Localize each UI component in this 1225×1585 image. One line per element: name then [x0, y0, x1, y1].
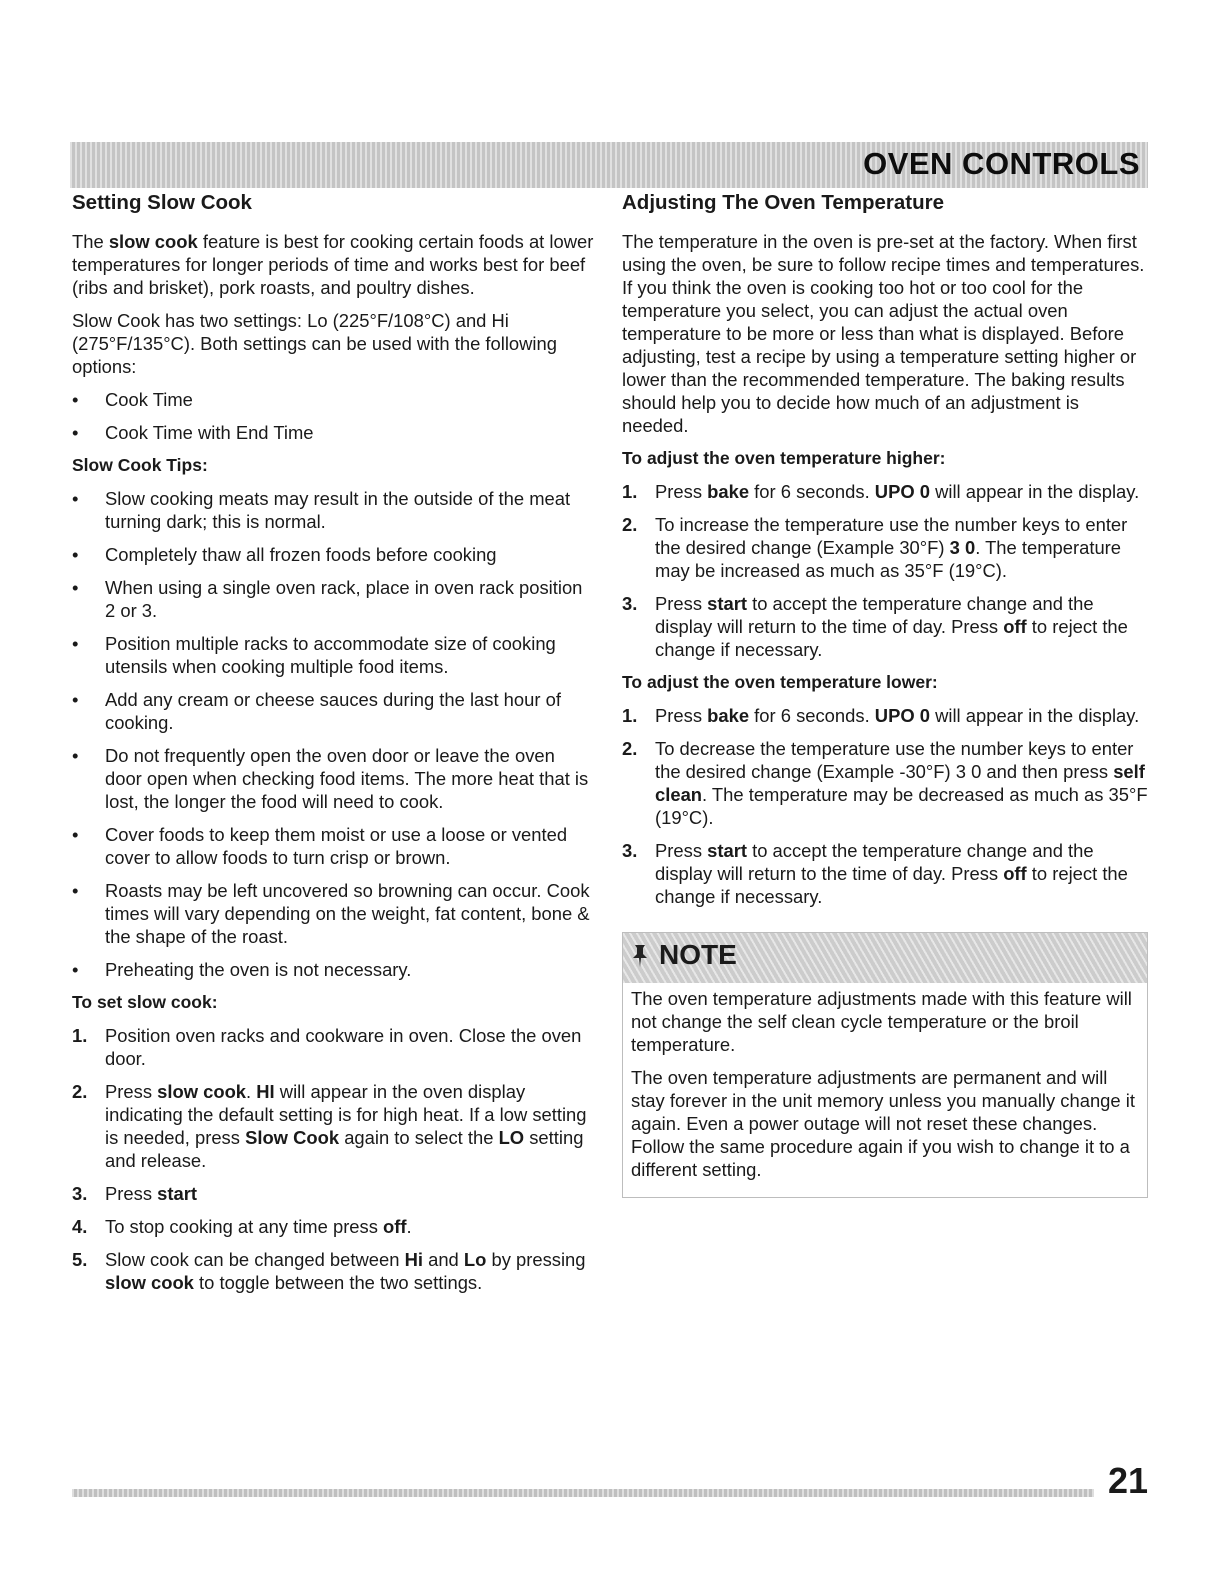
bullet-item: • Cover foods to keep them moist or use a loose or vented cover to allow foods to turn crisp or brown. [72, 824, 568, 868]
bullet-item: • Add any cream or cheese sauces during the last hour of cooking. [72, 689, 561, 733]
bullet-marker: • [72, 745, 79, 766]
bullet-marker: • [72, 689, 79, 710]
set-slow-cook-steps [72, 1024, 596, 1294]
numbered-step: 3. Press start to accept the temperature change and the display will return to the time of day. Press off to reject the change if necessary. [622, 593, 1128, 660]
bullet-item: • Slow cooking meats may result in the outside of the meat turning dark; this is normal. [72, 488, 571, 532]
bullet-item: • When using a single oven rack, place in oven rack position 2 or 3. [72, 577, 583, 621]
bullet-marker: • [72, 577, 79, 598]
step-number: 2. [72, 1081, 88, 1102]
slow-cook-tips-title: Slow Cook Tips: [72, 455, 208, 475]
slow-cook-intro [72, 230, 596, 378]
numbered-step: 2. Press slow cook. HI will appear in the oven display indicating the default setting is for high heat. If a low setting is needed, press Slow Cook again to select the LO setting and release. [72, 1081, 587, 1171]
numbered-step: 5. Slow cook can be changed between Hi and Lo by pressing slow cook to toggle between the two settings. [72, 1249, 586, 1293]
step-number: 1. [72, 1025, 88, 1046]
bullet-marker: • [72, 544, 79, 565]
note-box [622, 932, 1148, 1198]
step-number: 3. [622, 840, 638, 861]
step-number: 1. [622, 705, 638, 726]
bullet-marker: • [72, 824, 79, 845]
slow-cook-heading: Setting Slow Cook [72, 191, 252, 214]
section-title: OVEN CONTROLS [863, 146, 1140, 181]
note-header [623, 933, 1147, 983]
paragraph: The oven temperature adjustments are permanent and will stay forever in the unit memory unless you manually change it again. Even a power outage will not reset these changes. Follow the same procedure again if you wish to change it to a different setting. [631, 1067, 1135, 1180]
adjust-lower-steps [622, 704, 1148, 908]
bullet-item: • Preheating the oven is not necessary. [72, 959, 412, 980]
adjust-temp-heading: Adjusting The Oven Temperature [622, 191, 944, 214]
page-number: 21 [1107, 1460, 1148, 1501]
step-number: 3. [72, 1183, 88, 1204]
bullet-item: • Cook Time with End Time [72, 422, 314, 443]
bullet-marker: • [72, 880, 79, 901]
bullet-item: • Cook Time [72, 389, 193, 410]
footer-band [72, 1489, 1094, 1497]
numbered-step: 3. Press start [72, 1183, 197, 1204]
step-number: 2. [622, 738, 638, 759]
numbered-step: 4. To stop cooking at any time press off. [72, 1216, 412, 1237]
step-number: 4. [72, 1216, 88, 1237]
paragraph: The slow cook feature is best for cooking certain foods at lower temperatures for longer periods of time and works best for beef (ribs and brisket), pork roasts, and poultry dishes. [72, 231, 594, 298]
bullet-item: • Position multiple racks to accommodate size of cooking utensils when cooking multiple food items. [72, 633, 556, 677]
adjust-higher-title: To adjust the oven temperature higher: [622, 448, 946, 468]
bullet-marker: • [72, 488, 79, 509]
numbered-step: 1. Press bake for 6 seconds. UPO 0 will appear in the display. [622, 705, 1140, 726]
numbered-step: 2. To decrease the temperature use the number keys to enter the desired change (Example -30°F) 3 0 and then press self clean. The temperature may be decreased as much as 35°F (19°C). [622, 738, 1148, 828]
adjust-higher-steps [622, 480, 1148, 661]
slow-cook-options [72, 388, 596, 444]
paragraph: The temperature in the oven is pre-set at the factory. When first using the oven, be sure to follow recipe times and temperatures. If you think the oven is cooking too hot or too cool for the temperature you select, you can adjust the actual oven temperature to be more or less than what is displayed. Before adjusting, test a recipe by using a temperature setting higher or lower than the recommended temperature. The baking results should help you to decide how much of an adjustment is needed. [622, 231, 1145, 436]
right-column [622, 190, 1148, 1198]
bullet-item: • Do not frequently open the oven door or leave the oven door open when checking food items. The more heat that is lost, the longer the food will need to cook. [72, 745, 589, 812]
slow-cook-tips [72, 487, 596, 981]
step-number: 2. [622, 514, 638, 535]
paragraph: Slow Cook has two settings: Lo (225°F/108°C) and Hi (275°F/135°C). Both settings can be used with the following options: [72, 310, 557, 377]
bullet-marker: • [72, 422, 79, 443]
bullet-marker: • [72, 633, 79, 654]
set-slow-cook-title: To set slow cook: [72, 992, 218, 1012]
note-body [623, 983, 1147, 1197]
bullet-item: • Completely thaw all frozen foods before cooking [72, 544, 497, 565]
numbered-step: 2. To increase the temperature use the number keys to enter the desired change (Example 30°F) 3 0. The temperature may be increased as much as 35°F (19°C). [622, 514, 1128, 581]
step-number: 5. [72, 1249, 88, 1270]
left-column [72, 190, 596, 1304]
numbered-step: 1. Press bake for 6 seconds. UPO 0 will appear in the display. [622, 481, 1140, 502]
bullet-marker: • [72, 959, 79, 980]
bullet-marker: • [72, 389, 79, 410]
pushpin-icon [629, 943, 651, 973]
paragraph: The oven temperature adjustments made with this feature will not change the self clean cycle temperature or the broil temperature. [631, 988, 1132, 1055]
numbered-step: 3. Press start to accept the temperature change and the display will return to the time of day. Press off to reject the change if necessary. [622, 840, 1128, 907]
step-number: 3. [622, 593, 638, 614]
adjust-lower-title: To adjust the oven temperature lower: [622, 672, 938, 692]
numbered-step: 1. Position oven racks and cookware in oven. Close the oven door. [72, 1025, 582, 1069]
adjust-temp-intro [622, 230, 1148, 437]
header-band [70, 142, 1148, 188]
note-label: NOTE [659, 939, 737, 970]
bullet-item: • Roasts may be left uncovered so browning can occur. Cook times will vary depending on the weight, fat content, bone & the shape of the roast. [72, 880, 590, 947]
step-number: 1. [622, 481, 638, 502]
